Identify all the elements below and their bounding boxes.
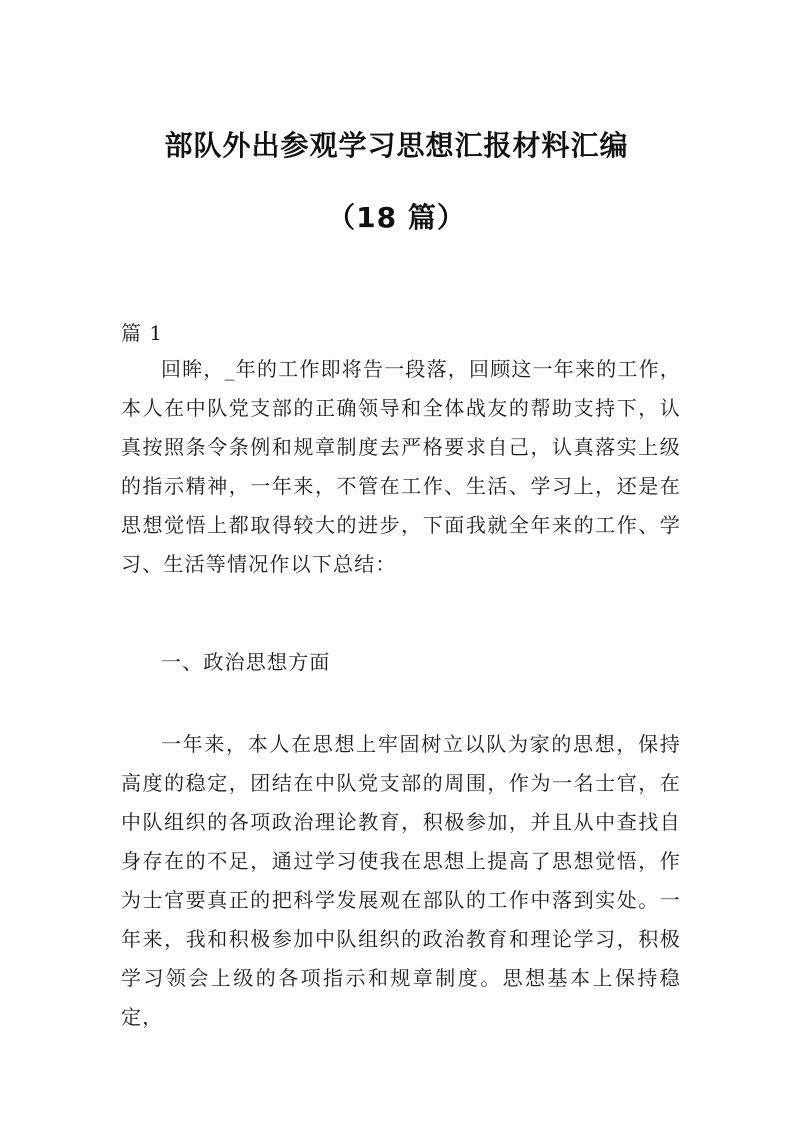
paragraph-intro: 回眸，_年的工作即将告一段落，回顾这一年来的工作，本人在中队党支部的正确领导和全体战友的帮助支持下，认真按照条令条例和规章制度去严格要求自己，认真落实上级的指示精神，一年来，不管在工作、生活、学习上，还是在思想觉悟上都取得较大的进步，下面我就全年来的工作、学习、生活等情况作以下总结： [121,357,681,576]
document-title: 部队外出参观学习思想汇报材料汇编 [164,129,629,162]
section-label: 篇 1 [121,321,164,345]
section-heading: 一、政治思想方面 [161,650,331,674]
paragraph-political: 一年来，本人在思想上牢固树立以队为家的思想，保持高度的稳定，团结在中队党支部的周围，作为一名士官，在中队组织的各项政治理论教育，积极参加，并且从中查找自身存在的不足，通过学习使我在思想上提高了思想觉悟，作为士官要真正的把科学发展观在部队的工作中落到实处。一年来，我和积极参加中队组织的政治教育和理论学习，积极学习领会上级的各项指示和规章制度。思想基本上保持稳定， [121,732,681,1029]
document-subtitle: （18 篇） [327,201,466,234]
